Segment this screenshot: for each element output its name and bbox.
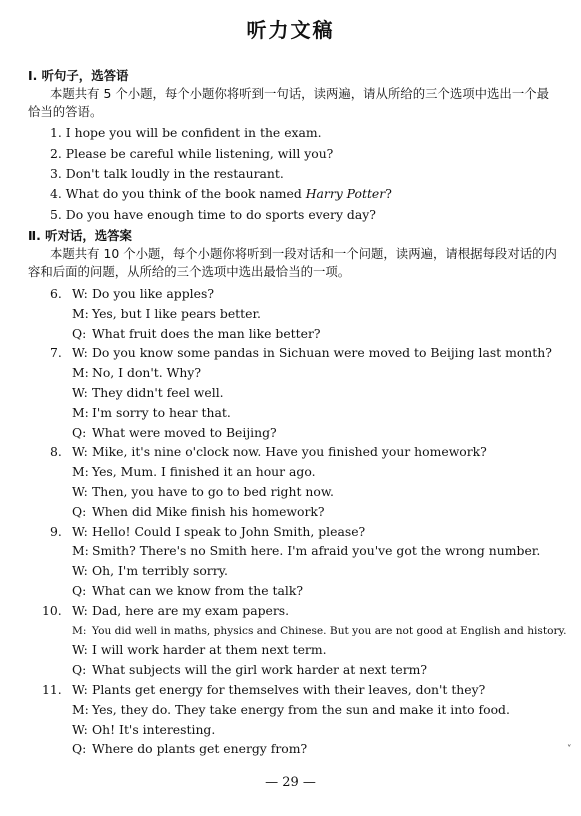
dialogue-line [72, 662, 427, 678]
dialogue-text: When did Mike finish his homework? [92, 504, 325, 519]
item-text: What do you think of the book named [65, 186, 306, 201]
speaker-label: M: [72, 464, 89, 479]
dialogue-line [72, 741, 307, 757]
dialogue-text: What were moved to Beijing? [92, 425, 277, 440]
item-text: I hope you will be confident in the exam. [65, 125, 322, 140]
speaker-label: Q: [72, 583, 87, 598]
item-number: 5. [50, 207, 62, 222]
dialogue-text: What fruit does the man like better? [92, 326, 321, 341]
speaker-label: W: [72, 385, 88, 400]
speaker-label: W: [72, 563, 88, 578]
dialogue-first-line [50, 524, 365, 540]
dialogue-text: What can we know from the talk? [92, 583, 304, 598]
item-text: Please be careful while listening, will you? [65, 146, 334, 161]
sentence-item [50, 125, 322, 141]
section-1-heading: Ⅰ. 听句子，选答语 [28, 68, 129, 83]
dialogue-first-line [42, 682, 485, 698]
section-2-heading: Ⅱ. 听对话，选答案 [28, 228, 132, 243]
speaker-label: Q: [72, 504, 87, 519]
item-number: 10. [42, 603, 62, 618]
item-number: 7. [50, 345, 62, 360]
speaker-label: W: [72, 682, 88, 697]
dialogue-text: Yes, Mum. I finished it an hour ago. [92, 464, 316, 479]
dialogue-line [72, 722, 215, 738]
item-text-end: ? [385, 186, 392, 201]
dialogue-line [72, 484, 334, 500]
dialogue-line [72, 563, 228, 579]
dialogue-text: Yes, but I like pears better. [92, 306, 261, 321]
sentence-item [50, 186, 392, 202]
dialogue-text: Then, you have to go to bed right now. [92, 484, 334, 499]
page-title: 听力文稿 [246, 18, 335, 42]
dialogue-text: You did well in maths, physics and Chinese. But you are not good at English and history. [92, 625, 567, 637]
speaker-label: Q: [72, 662, 87, 677]
dialogue-first-line [42, 603, 289, 619]
dialogue-line [72, 504, 325, 520]
speaker-label: Q: [72, 425, 87, 440]
dialogue-line [72, 425, 277, 441]
dialogue-line [72, 642, 327, 658]
dialogue-text: I will work harder at them next term. [92, 642, 327, 657]
dialogue-text: Plants get energy for themselves with their leaves, don't they? [92, 682, 486, 697]
dialogue-line [72, 405, 231, 421]
section-1-instruction-line-2: 恰当的答语。 [28, 104, 103, 119]
speaker-label: M: [72, 543, 89, 558]
speaker-label: Q: [72, 326, 87, 341]
item-number: 9. [50, 524, 62, 539]
section-1-instruction-line-1: 本题共有 5 个小题，每个小题你将听到一句话，读两遍，请从所给的三个选项中选出一个最 [50, 86, 549, 101]
dialogue-text: They didn't feel well. [92, 385, 224, 400]
dialogue-text: Hello! Could I speak to John Smith, please? [92, 524, 366, 539]
speaker-label: W: [72, 444, 88, 459]
dialogue-line [72, 702, 510, 718]
dialogue-text: Where do plants get energy from? [92, 741, 308, 756]
scan-mark: ˅ [567, 745, 572, 755]
dialogue-first-line [50, 444, 487, 460]
speaker-label: M: [72, 306, 89, 321]
speaker-label: M: [72, 702, 89, 717]
dialogue-first-line [50, 345, 552, 361]
speaker-label: W: [72, 484, 88, 499]
dialogue-text: Dad, here are my exam papers. [92, 603, 290, 618]
dialogue-text: Mike, it's nine o'clock now. Have you finished your homework? [92, 444, 487, 459]
speaker-label: W: [72, 286, 88, 301]
dialogue-line [72, 464, 316, 480]
dialogue-line [72, 306, 261, 322]
dialogue-text: Yes, they do. They take energy from the sun and make it into food. [92, 702, 510, 717]
dialogue-text: Smith? There's no Smith here. I'm afraid you've got the wrong number. [92, 543, 541, 558]
section-2-instruction-line-1: 本题共有 10 个小题，每个小题你将听到一段对话和一个问题，读两遍，请根据每段对话的内 [50, 246, 557, 261]
speaker-label: M: [72, 365, 89, 380]
item-number: 11. [42, 682, 62, 697]
dialogue-line [72, 365, 201, 381]
sentence-item [50, 146, 333, 162]
dialogue-line [72, 583, 303, 599]
speaker-label: Q: [72, 741, 87, 756]
speaker-label: W: [72, 603, 88, 618]
item-text: Don't talk loudly in the restaurant. [65, 166, 284, 181]
dialogue-text: I'm sorry to hear that. [92, 405, 231, 420]
item-number: 2. [50, 146, 62, 161]
sentence-item [50, 207, 376, 223]
page-number: — 29 — [265, 775, 316, 790]
item-number: 8. [50, 444, 62, 459]
dialogue-text: Oh, I'm terribly sorry. [92, 563, 228, 578]
dialogue-text: What subjects will the girl work harder at next term? [92, 662, 428, 677]
speaker-label: W: [72, 345, 88, 360]
dialogue-text: Do you like apples? [92, 286, 214, 301]
book-title: Harry Potter [305, 186, 386, 201]
item-number: 3. [50, 166, 62, 181]
dialogue-text: Oh! It's interesting. [92, 722, 216, 737]
speaker-label: W: [72, 642, 88, 657]
dialogue-line [72, 385, 224, 401]
speaker-label: M: [72, 625, 87, 637]
dialogue-line [72, 543, 540, 559]
item-text: Do you have enough time to do sports every day? [65, 207, 376, 222]
dialogue-first-line [50, 286, 214, 302]
dialogue-line [72, 326, 321, 342]
speaker-label: W: [72, 722, 88, 737]
item-number: 4. [50, 186, 62, 201]
dialogue-line [72, 623, 567, 639]
dialogue-text: No, I don't. Why? [92, 365, 202, 380]
sentence-item [50, 166, 284, 182]
dialogue-text: Do you know some pandas in Sichuan were moved to Beijing last month? [92, 345, 552, 360]
item-number: 6. [50, 286, 62, 301]
item-number: 1. [50, 125, 62, 140]
speaker-label: W: [72, 524, 88, 539]
section-2-instruction-line-2: 容和后面的问题，从所给的三个选项中选出最恰当的一项。 [28, 264, 351, 279]
speaker-label: M: [72, 405, 89, 420]
